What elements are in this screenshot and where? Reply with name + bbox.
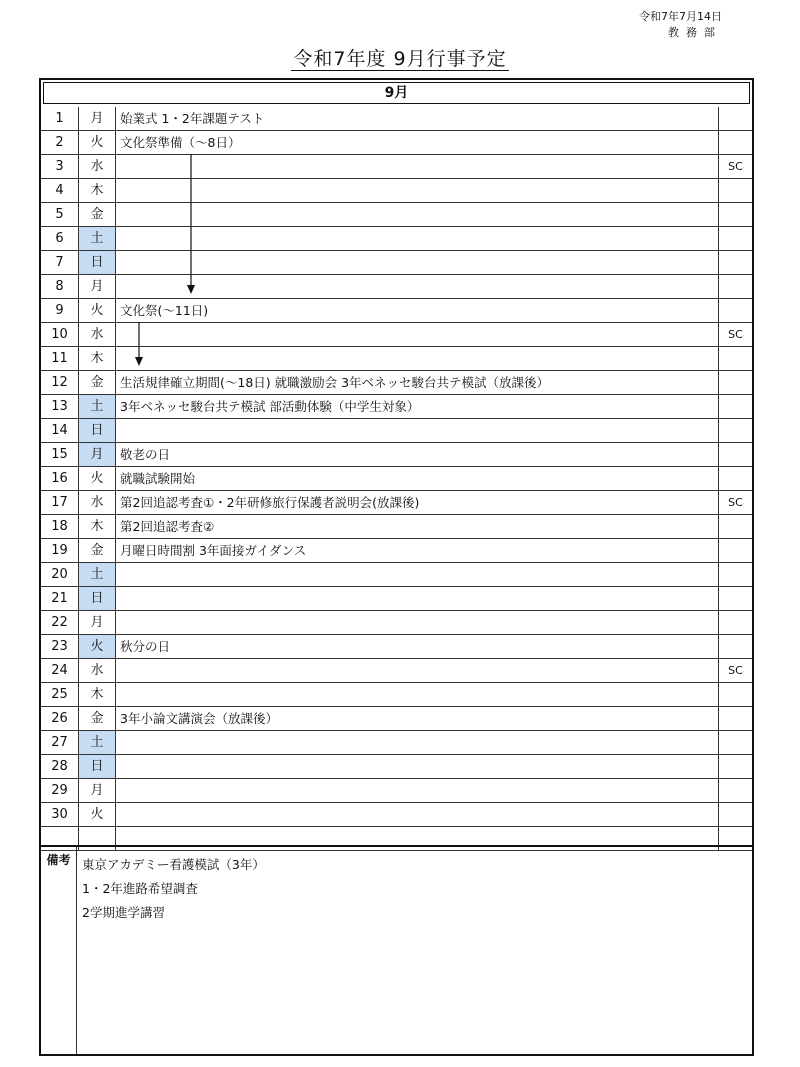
note-text: SC bbox=[728, 496, 743, 509]
event-text bbox=[116, 659, 719, 682]
note-text bbox=[719, 515, 752, 538]
note-text bbox=[719, 179, 752, 202]
note-text bbox=[719, 419, 752, 442]
day-number: 25 bbox=[41, 683, 79, 706]
day-number: 22 bbox=[41, 611, 79, 634]
table-row bbox=[41, 779, 752, 803]
weekday: 火 bbox=[79, 299, 116, 322]
event-text bbox=[116, 227, 719, 250]
event-text bbox=[116, 275, 719, 298]
event-text bbox=[116, 611, 719, 634]
weekday: 木 bbox=[79, 179, 116, 202]
event-text bbox=[116, 419, 719, 442]
event-text bbox=[116, 563, 719, 586]
weekday: 土 bbox=[79, 563, 116, 586]
notes-label: 備考 bbox=[41, 847, 77, 1054]
weekday: 土 bbox=[79, 395, 116, 418]
event-text: 3年ベネッセ駿台共テ模試 部活動体験（中学生対象） bbox=[116, 395, 719, 418]
event-text bbox=[116, 179, 719, 202]
weekday: 木 bbox=[79, 515, 116, 538]
day-number: 30 bbox=[41, 803, 79, 826]
notes-section bbox=[41, 845, 752, 1054]
note-text bbox=[719, 587, 752, 610]
weekday: 水 bbox=[79, 659, 116, 682]
weekday: 月 bbox=[79, 779, 116, 802]
event-text bbox=[116, 251, 719, 274]
event-text: 3年小論文講演会（放課後） bbox=[116, 707, 719, 730]
note-text bbox=[719, 131, 752, 154]
weekday: 日 bbox=[79, 251, 116, 274]
table-row bbox=[41, 683, 752, 707]
note-text bbox=[719, 467, 752, 490]
day-number: 27 bbox=[41, 731, 79, 754]
event-text: 秋分の日 bbox=[116, 635, 719, 658]
note-text: SC bbox=[728, 664, 743, 677]
table-row bbox=[41, 275, 752, 299]
table-row bbox=[41, 587, 752, 611]
note-text bbox=[719, 707, 752, 730]
weekday: 木 bbox=[79, 683, 116, 706]
table-row bbox=[41, 179, 752, 203]
day-number: 26 bbox=[41, 707, 79, 730]
event-text bbox=[116, 587, 719, 610]
table-row bbox=[41, 395, 752, 419]
event-text bbox=[116, 203, 719, 226]
weekday: 月 bbox=[79, 275, 116, 298]
day-number: 13 bbox=[41, 395, 79, 418]
note-line: 東京アカデミー看護模試（3年） bbox=[82, 857, 265, 872]
table-row bbox=[41, 203, 752, 227]
day-number: 4 bbox=[41, 179, 79, 202]
note-text bbox=[719, 443, 752, 466]
weekday: 火 bbox=[79, 467, 116, 490]
table-row bbox=[41, 563, 752, 587]
day-number: 8 bbox=[41, 275, 79, 298]
day-number: 12 bbox=[41, 371, 79, 394]
title-text: 令和7年度 9月行事予定 bbox=[293, 48, 507, 70]
table-row bbox=[41, 659, 752, 683]
table-row bbox=[41, 491, 752, 515]
notes-lines bbox=[82, 853, 265, 925]
day-number: 16 bbox=[41, 467, 79, 490]
day-number: 15 bbox=[41, 443, 79, 466]
weekday: 月 bbox=[79, 443, 116, 466]
weekday: 日 bbox=[79, 419, 116, 442]
table-row bbox=[41, 251, 752, 275]
event-text: 文化祭(～11日) bbox=[116, 299, 719, 322]
note-text bbox=[719, 731, 752, 754]
weekday: 水 bbox=[79, 323, 116, 346]
weekday: 金 bbox=[79, 539, 116, 562]
note-text bbox=[719, 539, 752, 562]
table-row bbox=[41, 731, 752, 755]
table-row bbox=[41, 539, 752, 563]
event-text: 月曜日時間割 3年面接ガイダンス bbox=[116, 539, 719, 562]
event-text bbox=[116, 731, 719, 754]
table-row bbox=[41, 299, 752, 323]
weekday: 金 bbox=[79, 707, 116, 730]
event-text: 始業式 1・2年課題テスト bbox=[116, 107, 719, 130]
weekday: 日 bbox=[79, 755, 116, 778]
day-number: 28 bbox=[41, 755, 79, 778]
weekday: 土 bbox=[79, 227, 116, 250]
event-text bbox=[116, 803, 719, 826]
weekday: 月 bbox=[79, 107, 116, 130]
event-text bbox=[116, 155, 719, 178]
table-row bbox=[41, 467, 752, 491]
event-text: 敬老の日 bbox=[116, 443, 719, 466]
day-number: 9 bbox=[41, 299, 79, 322]
day-number: 3 bbox=[41, 155, 79, 178]
month-header: 9月 bbox=[43, 82, 750, 104]
event-text bbox=[116, 779, 719, 802]
note-text bbox=[719, 563, 752, 586]
event-text: 第2回追認考査② bbox=[116, 515, 719, 538]
note-text bbox=[719, 227, 752, 250]
day-number: 18 bbox=[41, 515, 79, 538]
table-row bbox=[41, 131, 752, 155]
note-text bbox=[719, 755, 752, 778]
weekday: 火 bbox=[79, 803, 116, 826]
note-text bbox=[719, 371, 752, 394]
note-text bbox=[719, 203, 752, 226]
table-row bbox=[41, 371, 752, 395]
event-text bbox=[116, 347, 719, 370]
weekday: 水 bbox=[79, 155, 116, 178]
weekday: 火 bbox=[79, 131, 116, 154]
note-text bbox=[719, 107, 752, 130]
weekday: 月 bbox=[79, 611, 116, 634]
issue-date: 令和7年7月14日 bbox=[639, 10, 722, 23]
day-number: 2 bbox=[41, 131, 79, 154]
table-row bbox=[41, 611, 752, 635]
day-number: 10 bbox=[41, 323, 79, 346]
day-number: 21 bbox=[41, 587, 79, 610]
day-number: 6 bbox=[41, 227, 79, 250]
table-row bbox=[41, 635, 752, 659]
note-line: 2学期進学講習 bbox=[82, 905, 165, 920]
weekday: 水 bbox=[79, 491, 116, 514]
table-row bbox=[41, 707, 752, 731]
weekday: 木 bbox=[79, 347, 116, 370]
weekday: 金 bbox=[79, 371, 116, 394]
day-number: 19 bbox=[41, 539, 79, 562]
note-text bbox=[719, 299, 752, 322]
day-number: 23 bbox=[41, 635, 79, 658]
page-title bbox=[0, 47, 800, 71]
table-row bbox=[41, 419, 752, 443]
day-number: 29 bbox=[41, 779, 79, 802]
table-row bbox=[41, 803, 752, 827]
event-text bbox=[116, 683, 719, 706]
event-text bbox=[116, 323, 719, 346]
note-text bbox=[719, 779, 752, 802]
table-row bbox=[41, 107, 752, 131]
department: 教務部 bbox=[668, 26, 722, 39]
note-text bbox=[719, 803, 752, 826]
table-row bbox=[41, 755, 752, 779]
day-number: 24 bbox=[41, 659, 79, 682]
note-text bbox=[719, 347, 752, 370]
day-number: 1 bbox=[41, 107, 79, 130]
day-number: 7 bbox=[41, 251, 79, 274]
day-number: 17 bbox=[41, 491, 79, 514]
event-text: 文化祭準備（～8日） bbox=[116, 131, 719, 154]
note-text bbox=[719, 395, 752, 418]
note-line: 1・2年進路希望調査 bbox=[82, 881, 198, 896]
note-text: SC bbox=[728, 328, 743, 341]
table-row bbox=[41, 155, 752, 179]
table-row bbox=[41, 515, 752, 539]
weekday: 日 bbox=[79, 587, 116, 610]
event-text: 生活規律確立期間(～18日) 就職激励会 3年ベネッセ駿台共テ模試（放課後） bbox=[116, 371, 719, 394]
day-number: 5 bbox=[41, 203, 79, 226]
weekday: 火 bbox=[79, 635, 116, 658]
note-text: SC bbox=[728, 160, 743, 173]
note-text bbox=[719, 275, 752, 298]
note-text bbox=[719, 635, 752, 658]
table-row bbox=[41, 323, 752, 347]
table-row bbox=[41, 347, 752, 371]
day-number: 14 bbox=[41, 419, 79, 442]
day-number: 20 bbox=[41, 563, 79, 586]
note-text bbox=[719, 251, 752, 274]
weekday: 土 bbox=[79, 731, 116, 754]
table-row bbox=[41, 227, 752, 251]
event-text: 第2回追認考査①・2年研修旅行保護者説明会(放課後) bbox=[116, 491, 719, 514]
note-text bbox=[719, 683, 752, 706]
note-text bbox=[719, 611, 752, 634]
event-text: 就職試験開始 bbox=[116, 467, 719, 490]
weekday: 金 bbox=[79, 203, 116, 226]
day-number: 11 bbox=[41, 347, 79, 370]
event-text bbox=[116, 755, 719, 778]
table-row bbox=[41, 443, 752, 467]
